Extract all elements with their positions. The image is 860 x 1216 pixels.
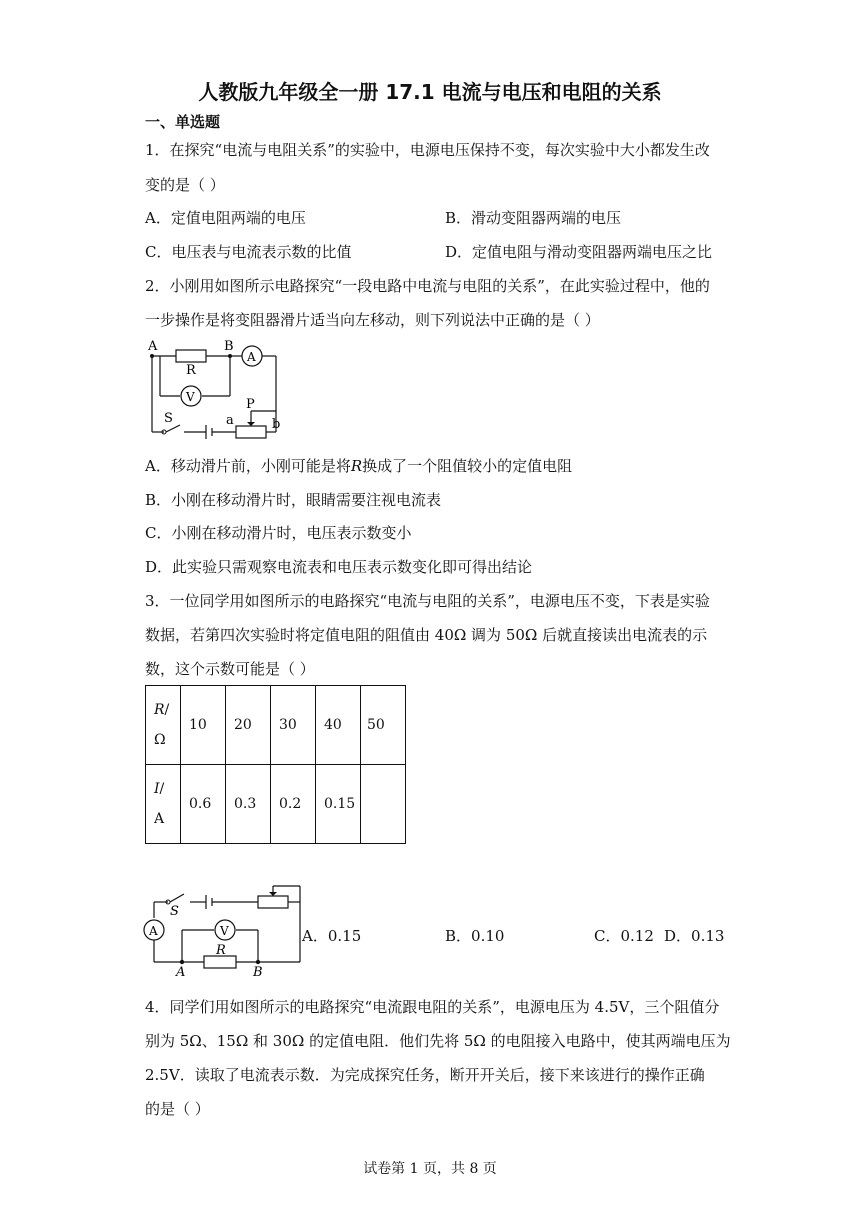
table-cell: 40 [316, 686, 361, 765]
svg-text:R: R [186, 363, 196, 378]
q3-rheostat [258, 896, 288, 908]
table-cell: 30 [271, 686, 316, 765]
q2-stem-line2: 一步操作是将变阻器滑片适当向左移动，则下列说法中正确的是（ ） [145, 311, 600, 329]
table-cell: 20 [226, 686, 271, 765]
q2-switch-s [166, 425, 180, 432]
q3-option-a: A．0.15 [302, 927, 362, 945]
table-header-resistance: R/ Ω [146, 686, 181, 765]
table-cell: 50 [361, 686, 406, 765]
svg-text:A: A [176, 965, 186, 978]
q2-resistor-r [176, 350, 206, 362]
q2-stem-line1: 2．小刚用如图所示电路探究“一段电路中电流与电阻的关系”，在此实验过程中，他的 [145, 277, 710, 295]
table-row [146, 686, 406, 765]
q4-stem-line2: 别为 5Ω、15Ω 和 30Ω 的定值电阻．他们先将 5Ω 的电阻接入电路中，使其两端电压为 [145, 1032, 731, 1050]
q3-option-d: D．0.13 [664, 927, 725, 945]
q3-switch-s [170, 894, 184, 902]
q3-option-b: B．0.10 [445, 927, 505, 945]
svg-text:S: S [170, 904, 179, 919]
svg-text:A: A [149, 924, 158, 938]
q2-option-d: D．此实验只需观察电流表和电压表示数变化即可得出结论 [145, 558, 533, 576]
section-heading: 一、单选题 [145, 113, 221, 131]
svg-text:A: A [247, 350, 256, 364]
q1-stem-line1: 1．在探究“电流与电阻关系”的实验中，电源电压保持不变，每次实验中大小都发生改 [145, 141, 710, 159]
svg-text:b: b [272, 417, 281, 432]
page-footer: 试卷第 1 页，共 8 页 [363, 1161, 497, 1177]
table-header-current: I/ A [146, 765, 181, 844]
q3-option-c: C．0.12 [594, 927, 654, 945]
q3-data-table [145, 685, 406, 844]
q3-circuit-diagram [140, 882, 305, 978]
q4-stem-line3: 2.5V．读取了电流表示数．为完成探究任务，断开开关后，接下来该进行的操作正确 [145, 1066, 705, 1084]
svg-text:R: R [216, 943, 226, 958]
q2-option-a: A．移动滑片前，小刚可能是将R换成了一个阻值较小的定值电阻 [145, 457, 573, 475]
q2-option-c: C．小刚在移动滑片时，电压表示数变小 [145, 524, 412, 542]
svg-text:P: P [246, 397, 255, 412]
svg-text:A: A [148, 339, 158, 354]
svg-text:B: B [224, 339, 234, 354]
table-cell: 0.15 [316, 765, 361, 844]
q4-stem-line4: 的是（ ） [145, 1100, 210, 1118]
q1-option-b: B．滑动变阻器两端的电压 [445, 209, 622, 227]
q1-option-d: D．定值电阻与滑动变阻器两端电压之比 [445, 243, 713, 261]
q3-stem-line2: 数据，若第四次实验时将定值电阻的阻值由 40Ω 调为 50Ω 后就直接读出电流表的示 [145, 626, 708, 644]
svg-text:S: S [164, 411, 173, 426]
page-title: 人教版九年级全一册 17.1 电流与电压和电阻的关系 [198, 80, 662, 104]
q2-circuit-diagram [140, 336, 290, 442]
svg-text:V: V [186, 390, 195, 404]
q4-stem-line1: 4．同学们用如图所示的电路探究“电流跟电阻的关系”，电源电压为 4.5V，三个阻值分 [145, 998, 720, 1016]
q3-stem-line1: 3．一位同学用如图所示的电路探究“电流与电阻的关系”，电源电压不变，下表是实验 [145, 592, 710, 610]
svg-text:V: V [220, 924, 229, 938]
svg-text:B: B [253, 965, 263, 978]
q1-stem-line2: 变的是（ ） [145, 176, 225, 194]
table-cell: 10 [181, 686, 226, 765]
q1-option-a: A．定值电阻两端的电压 [145, 209, 306, 227]
table-row [146, 765, 406, 844]
table-cell: 0.6 [181, 765, 226, 844]
table-cell: 0.3 [226, 765, 271, 844]
q1-option-c: C．电压表与电流表示数的比值 [145, 243, 352, 261]
q3-stem-line3: 数，这个示数可能是（ ） [145, 660, 315, 678]
table-cell: 0.2 [271, 765, 316, 844]
q2-option-b: B．小刚在移动滑片时，眼睛需要注视电流表 [145, 491, 442, 509]
svg-text:a: a [226, 413, 234, 428]
table-cell [361, 765, 406, 844]
q2-rheostat [236, 426, 266, 438]
